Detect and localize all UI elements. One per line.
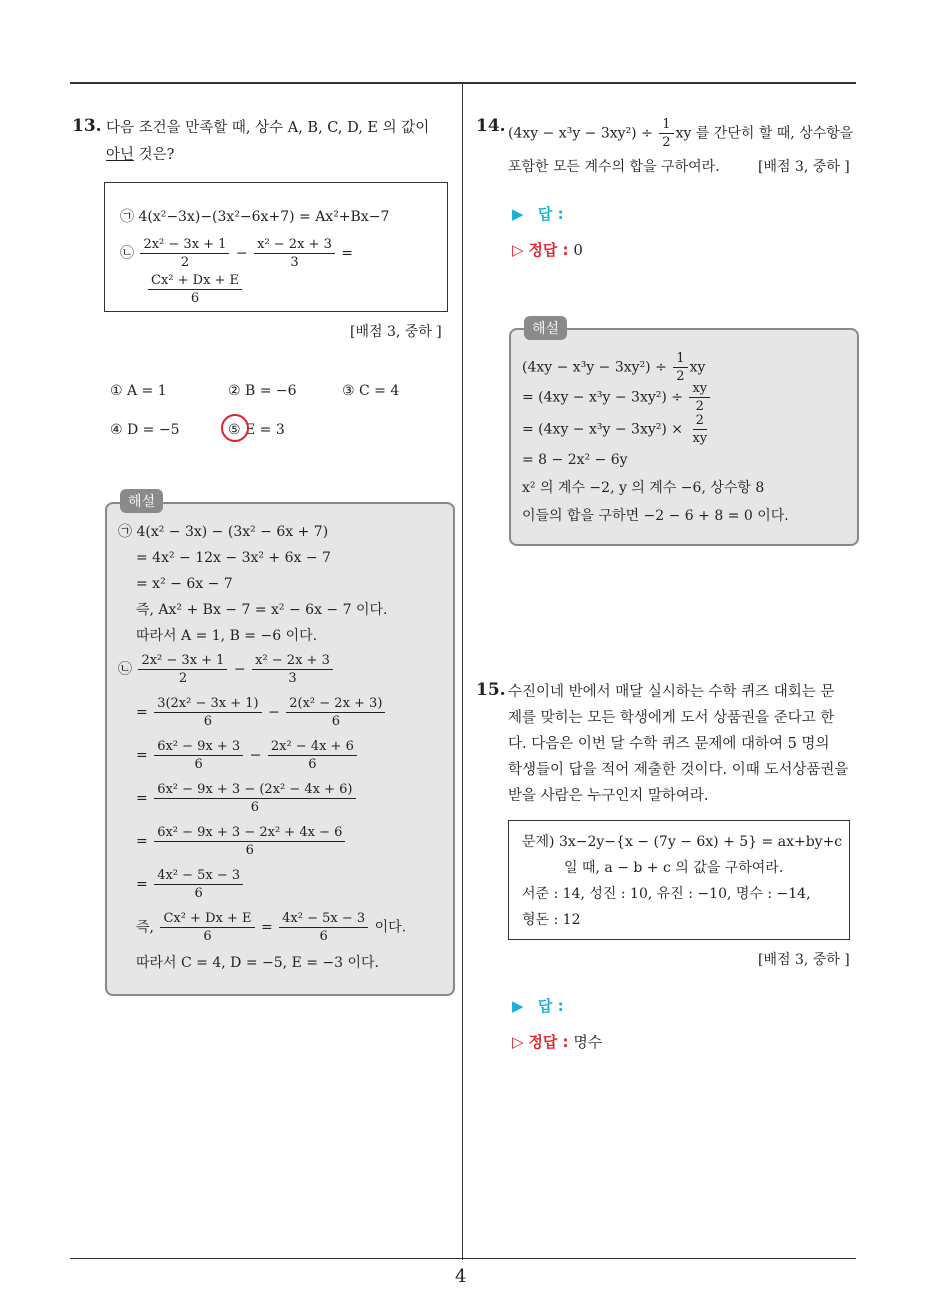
q14-stem-line1 [508,116,853,151]
correct-label: 정답 : [528,1033,569,1051]
q13-sol-l10-frac: $\frac{\text{6x² − 9x + 3 − 2x² + 4x − 6}}{6}$ [154,824,345,859]
q15-stem-line4: 학생들이 답을 적어 제출한 것이다. 이때 도서상품권을 [508,762,849,778]
q13-sol-l6-op: − [233,661,246,678]
answer-arrow-icon: ▶ [512,997,524,1015]
q15-box-l1: 문제) 3x−2y−{x − (7y − 6x) + 5} = ax+by+c [522,834,843,850]
q13-cond2-eq: = [341,245,354,262]
correct-arrow-icon: ▷ [512,241,524,259]
q13-sol-l5: 따라서 A = 1, B = −6 이다. [136,628,318,644]
q14-stem-line2: 포함한 모든 계수의 합을 구하여라. [508,159,720,175]
q14-sol-l6: 이들의 합을 구하면 −2 − 6 + 8 = 0 이다. [522,508,789,524]
q13-cond2-frac3: $\frac{\text{Cx² + Dx + E}}{6}$ [148,272,242,307]
q13-choice-2[interactable]: ② B = −6 [228,383,297,399]
q13-sol-l7-frac1: $\frac{\text{3(2x² − 3x + 1)}}{6}$ [154,695,261,730]
correct-label: 정답 : [528,241,569,259]
q14-solution-tag: 해설 [524,316,567,340]
q13-condition-1: ㉠ 4(x²−3x)−(3x²−6x+7) = Ax²+Bx−7 [120,209,390,225]
q14-sol-l2 [522,380,712,415]
q13-sol-l2: = 4x² − 12x − 3x² + 6x − 7 [136,550,331,566]
q13-condition-2 [120,236,353,271]
q15-box-l3: 서준 : 14, 성진 : 10, 유진 : −10, 명수 : −14, [522,886,811,902]
q13-underlined-word: 아닌 [106,147,135,163]
top-rule [70,82,856,84]
q13-number: 13. [72,116,102,136]
q13-sol-l7-frac2: $\frac{\text{2(x² − 2x + 3)}}{6}$ [286,695,385,730]
q13-sol-l12-eq: = [260,919,273,936]
q13-sol-l8 [136,738,359,773]
q13-sol-l9-eq: = [136,790,148,807]
q13-sol-l9-frac: $\frac{\text{6x² − 9x + 3 − (2x² − 4x + 6)}}{6}$ [154,781,355,816]
q13-sol-l6-frac1: $\frac{\text{2x² − 3x + 1}}{2}$ [138,652,227,687]
q13-sol-l8-frac1: $\frac{\text{6x² − 9x + 3}}{6}$ [154,738,243,773]
page-number: 4 [455,1266,467,1287]
q15-box-l2: 일 때, a − b + c 의 값을 구하여라. [564,860,784,876]
bottom-rule [70,1258,856,1259]
q13-sol-l12-frac1: $\frac{\text{Cx² + Dx + E}}{6}$ [160,910,254,945]
q14-sol-l1-a: (4xy − x³y − 3xy²) ÷ [522,359,667,376]
q13-sol-l12-frac2: $\frac{\text{4x² − 5x − 3}}{6}$ [279,910,368,945]
q13-sol-l12-pre: 즉, [136,919,154,936]
q13-sol-l4: 즉, Ax² + Bx − 7 = x² − 6x − 7 이다. [136,602,388,618]
q13-sol-mark: ㉡ [118,661,132,678]
q14-correct-row [512,240,583,260]
q14-answer-row[interactable] [512,204,564,224]
answer-label: 답 : [537,997,564,1015]
q15-answer-row[interactable] [512,996,564,1016]
q13-sol-l8-frac2: $\frac{\text{2x² − 4x + 6}}{6}$ [268,738,357,773]
q13-cond2-op: − [235,245,248,262]
q13-score: [배점 3, 중하 ] [350,324,442,340]
q13-sol-l9 [136,781,358,816]
q13-sol-l7-op: − [268,704,280,721]
q15-stem-line2: 제를 맞히는 모든 학생에게 도서 상품권을 준다고 한 [508,710,835,726]
q15-score: [배점 3, 중하 ] [758,952,850,968]
q15-stem-line3: 다. 다음은 이번 달 수학 퀴즈 문제에 대하여 5 명의 [508,736,830,752]
q13-sol-l1: ㉠ 4(x² − 3x) − (3x² − 6x + 7) [118,524,329,540]
q15-number: 15. [476,680,506,700]
q14-sol-l1-b: xy [689,359,706,376]
q13-sol-l7-eq: = [136,704,148,721]
correct-value: 명수 [573,1033,603,1051]
answer-label: 답 : [537,205,564,223]
q15-stem-line1: 수진이네 반에서 매달 실시하는 수학 퀴즈 대회는 문 [508,684,835,700]
q14-sol-l2-a: = (4xy − x³y − 3xy²) ÷ [522,389,683,406]
correct-value: 0 [573,241,583,259]
q13-sol-l7 [136,695,387,730]
q13-sol-l12-post: 이다. [374,919,407,936]
q13-sol-l6 [118,652,335,687]
q13-cond2-frac1: $\frac{\text{2x² − 3x + 1}}{2}$ [140,236,229,271]
q14-sol-l3-a: = (4xy − x³y − 3xy²) × [522,421,683,438]
q13-sol-l8-op: − [249,747,262,764]
q13-stem-line2 [106,145,174,165]
q13-sol-l3: = x² − 6x − 7 [136,576,233,592]
q13-condition-2-rhs [146,272,244,307]
answer-mark-circle [221,414,249,442]
q13-sol-l6-frac2: $\frac{\text{x² − 2x + 3}}{3}$ [252,652,333,687]
q14-stem-b: xy 를 간단히 할 때, 상수항을 [675,125,854,142]
q14-sol-l1-frac: $\frac{1}{2}$ [673,350,687,385]
q13-sol-l10 [136,824,347,859]
q14-sol-l4: = 8 − 2x² − 6y [522,452,628,468]
q13-sol-l12 [136,910,406,945]
q14-score: [배점 3, 중하 ] [758,159,850,175]
q14-stem-a: (4xy − x³y − 3xy²) ÷ [508,125,653,142]
q13-sol-l10-eq: = [136,833,148,850]
q14-sol-l3 [522,412,712,447]
q14-sol-l2-frac: $\frac{xy}{2}$ [689,380,710,415]
q13-choice-4[interactable]: ④ D = −5 [110,422,180,438]
q13-stem-line1: 다음 조건을 만족할 때, 상수 A, B, C, D, E 의 값이 [106,120,430,136]
q13-sol-l11-eq: = [136,876,148,893]
q15-stem-line5: 받을 사람은 누구인지 말하여라. [508,788,709,804]
correct-arrow-icon: ▷ [512,1033,524,1051]
q14-stem-frac: $\frac{1}{2}$ [659,116,673,151]
q13-choice-3[interactable]: ③ C = 4 [342,383,400,399]
q13-stem-rest: 것은? [134,147,175,163]
q13-sol-l13: 따라서 C = 4, D = −5, E = −3 이다. [136,955,380,971]
q15-correct-row [512,1032,602,1052]
q13-choice-1[interactable]: ① A = 1 [110,383,167,399]
answer-arrow-icon: ▶ [512,205,524,223]
q14-number: 14. [476,116,506,136]
q13-cond2-mark: ㉡ [120,245,134,262]
q13-sol-l11-frac: $\frac{\text{4x² − 5x − 3}}{6}$ [154,867,243,902]
column-divider [462,82,463,1260]
q13-cond2-frac2: $\frac{\text{x² − 2x + 3}}{3}$ [254,236,335,271]
q14-sol-l5: x² 의 계수 −2, y 의 계수 −6, 상수항 8 [522,480,765,496]
q15-box-l4: 형돈 : 12 [522,912,581,928]
q14-sol-l3-frac: $\frac{2}{xy}$ [692,413,708,446]
q13-sol-l11 [136,867,245,902]
q13-sol-l8-eq: = [136,747,148,764]
q13-choice-5[interactable]: ⑤ E = 3 [228,422,285,438]
q13-solution-tag: 해설 [120,489,163,513]
